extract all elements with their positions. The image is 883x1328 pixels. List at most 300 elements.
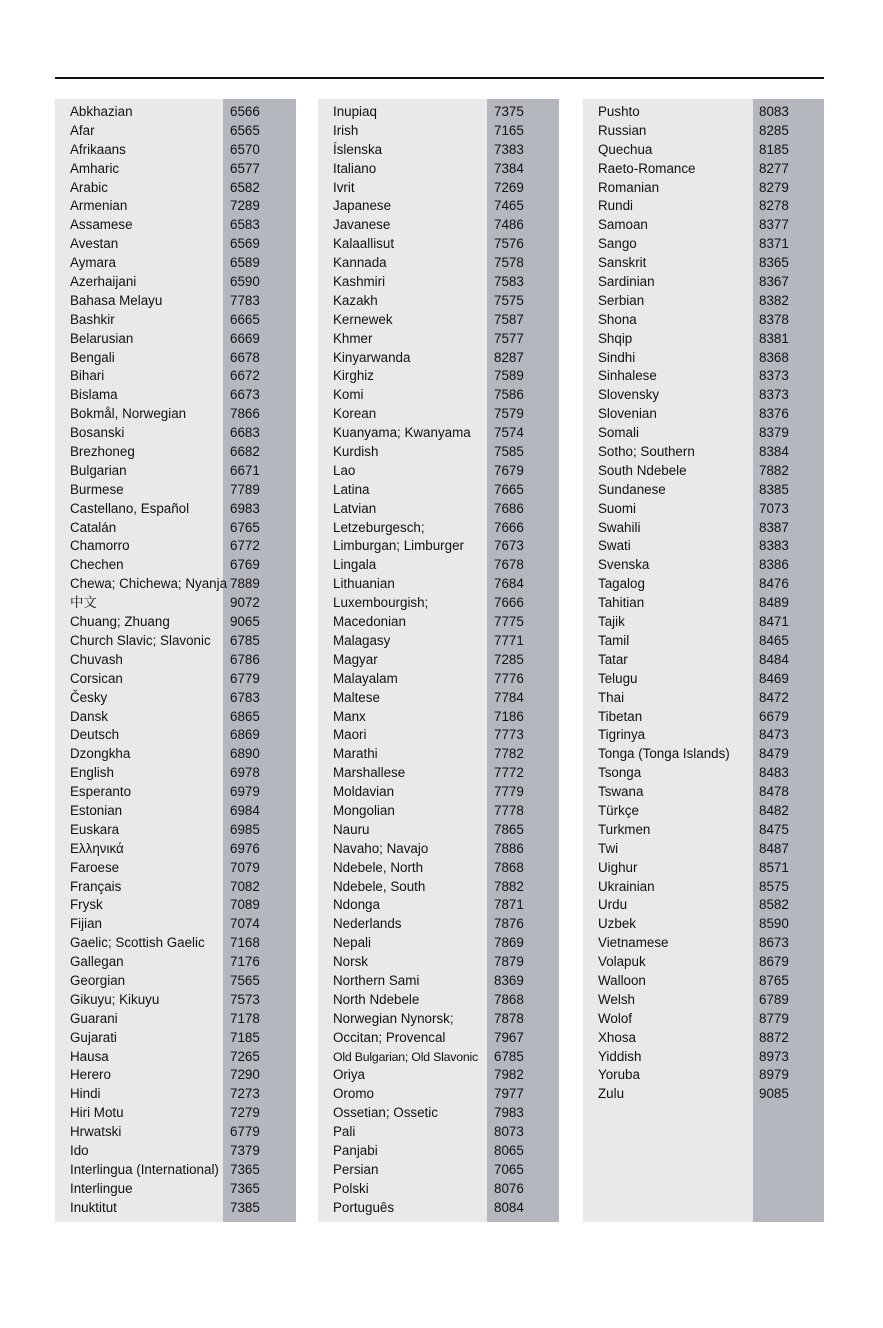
language-code: 7573: [230, 991, 260, 1007]
language-name: Chamorro: [70, 538, 130, 554]
language-code: 7789: [230, 481, 260, 497]
language-name: Assamese: [70, 217, 133, 233]
language-row: [318, 367, 559, 386]
language-code: 7666: [494, 519, 524, 535]
language-code: 7273: [230, 1086, 260, 1102]
language-code: 6890: [230, 746, 260, 762]
language-code: 6789: [759, 991, 789, 1007]
language-name: Estonian: [70, 802, 123, 818]
language-code: 8484: [759, 651, 789, 667]
language-row: [318, 594, 559, 613]
language-code: 7878: [494, 1010, 524, 1026]
language-row: [55, 216, 296, 235]
language-row: [318, 1010, 559, 1029]
language-name: Ndebele, South: [333, 878, 426, 894]
language-code: 6570: [230, 141, 260, 157]
language-row: [318, 972, 559, 991]
language-row: [318, 1048, 559, 1067]
language-row: [318, 613, 559, 632]
language-code: 6669: [230, 330, 260, 346]
language-code: 8373: [759, 368, 789, 384]
language-row: [583, 556, 824, 575]
language-name: Marshallese: [333, 765, 406, 781]
language-name: Sardinian: [598, 274, 655, 290]
language-name: Korean: [333, 406, 377, 422]
language-code: 8065: [494, 1142, 524, 1158]
language-name: Swati: [598, 538, 631, 554]
language-name: Pushto: [598, 104, 640, 119]
language-rows: [55, 103, 296, 1218]
language-code: 8279: [759, 179, 789, 195]
language-code-table-3: [583, 99, 824, 1222]
language-name: Javanese: [333, 217, 391, 233]
language-name: Castellano, Español: [70, 500, 190, 516]
language-code: 6671: [230, 462, 260, 478]
language-name: Italiano: [333, 160, 377, 176]
language-row: [583, 160, 824, 179]
language-row: [318, 179, 559, 198]
language-code: 7079: [230, 859, 260, 875]
language-row: [583, 349, 824, 368]
language-name: Bosanski: [70, 425, 125, 441]
language-code: 6566: [230, 104, 260, 119]
language-name: Dzongkha: [70, 746, 131, 762]
language-row: [55, 292, 296, 311]
language-code: 8377: [759, 217, 789, 233]
language-name: Ndonga: [333, 897, 380, 913]
language-name: Türkçe: [598, 802, 639, 818]
language-code: 8384: [759, 444, 789, 460]
language-name: Kannada: [333, 255, 387, 271]
language-code: 8779: [759, 1010, 789, 1026]
language-name: Kurdish: [333, 444, 379, 460]
language-name: Turkmen: [598, 821, 651, 837]
language-name: Russian: [598, 122, 647, 138]
language-code: 6976: [230, 840, 260, 856]
language-code: 8471: [759, 614, 789, 630]
language-name: Sango: [598, 236, 637, 252]
language-row: [583, 273, 824, 292]
language-code: 7784: [494, 689, 524, 705]
language-code: 7967: [494, 1029, 524, 1045]
language-code: 6869: [230, 727, 260, 743]
language-code: 7782: [494, 746, 524, 762]
language-row: [55, 311, 296, 330]
language-code: 7082: [230, 878, 260, 894]
language-name: North Ndebele: [333, 991, 420, 1007]
language-row: [55, 537, 296, 556]
language-code: 6569: [230, 236, 260, 252]
language-row: [583, 764, 824, 783]
language-row: [55, 1048, 296, 1067]
language-name: Zulu: [598, 1086, 625, 1102]
language-code: 6985: [230, 821, 260, 837]
language-name: Norwegian Nynorsk;: [333, 1010, 454, 1026]
language-row: [318, 122, 559, 141]
language-name: Bashkir: [70, 311, 115, 327]
language-code: 7775: [494, 614, 524, 630]
language-code: 6865: [230, 708, 260, 724]
language-row: [55, 349, 296, 368]
language-code: 8382: [759, 292, 789, 308]
language-row: [55, 462, 296, 481]
language-row: [318, 821, 559, 840]
language-name: Vietnamese: [598, 935, 669, 951]
language-code: 8590: [759, 916, 789, 932]
language-row: [318, 292, 559, 311]
language-name: Slovensky: [598, 387, 660, 403]
language-name: Ido: [70, 1142, 89, 1158]
language-code: 6765: [230, 519, 260, 535]
language-code: 8472: [759, 689, 789, 705]
language-row: [55, 1199, 296, 1218]
language-code: 7565: [230, 972, 260, 988]
language-code: 6978: [230, 765, 260, 781]
language-code: 8385: [759, 481, 789, 497]
language-code: 8478: [759, 784, 789, 800]
language-name: Faroese: [70, 859, 120, 875]
language-name: Somali: [598, 425, 639, 441]
language-name: Guarani: [70, 1010, 118, 1026]
language-name: Xhosa: [598, 1029, 636, 1045]
language-code: 7868: [494, 859, 524, 875]
language-row: [55, 802, 296, 821]
language-row: [318, 1104, 559, 1123]
language-row: [318, 764, 559, 783]
language-row: [318, 1029, 559, 1048]
language-row: [55, 1142, 296, 1161]
language-row: [583, 896, 824, 915]
language-code: 6565: [230, 122, 260, 138]
language-code: 7866: [230, 406, 260, 422]
language-row: [55, 575, 296, 594]
language-name: Chewa; Chichewa; Nyanja: [70, 576, 228, 592]
language-code: 7290: [230, 1067, 260, 1083]
language-name: Lithuanian: [333, 576, 395, 592]
language-name: Azerhaijani: [70, 274, 137, 290]
language-name: Nepali: [333, 935, 371, 951]
language-name: Lingala: [333, 557, 377, 573]
language-code: 7773: [494, 727, 524, 743]
language-name: Slovenian: [598, 406, 657, 422]
language-name: Macedonian: [333, 614, 406, 630]
top-rule: [55, 77, 824, 79]
language-code: 7176: [230, 954, 260, 970]
language-name: Malagasy: [333, 632, 391, 648]
language-code: 7065: [494, 1161, 524, 1177]
language-row: [318, 311, 559, 330]
language-name: Tajik: [598, 614, 625, 630]
language-row: [583, 481, 824, 500]
language-name: Panjabi: [333, 1142, 378, 1158]
language-row: [55, 405, 296, 424]
language-name: Kazakh: [333, 292, 378, 308]
language-name: Japanese: [333, 198, 392, 214]
language-name: Afrikaans: [70, 141, 126, 157]
language-name: Maori: [333, 727, 367, 743]
language-row: [318, 934, 559, 953]
language-name: Ukrainian: [598, 878, 655, 894]
language-row: [583, 594, 824, 613]
language-code: 7074: [230, 916, 260, 932]
language-name: Twi: [598, 840, 619, 856]
language-code: 6582: [230, 179, 260, 195]
language-name: Latvian: [333, 500, 377, 516]
language-row: [583, 915, 824, 934]
language-row: [583, 386, 824, 405]
language-code: 7586: [494, 387, 524, 403]
language-name: Français: [70, 878, 122, 894]
language-name: Kernewek: [333, 311, 393, 327]
language-code: 8582: [759, 897, 789, 913]
language-name: Tibetan: [598, 708, 643, 724]
language-row: [583, 953, 824, 972]
language-code: 7576: [494, 236, 524, 252]
language-code: 8387: [759, 519, 789, 535]
language-row: [318, 273, 559, 292]
language-row: [583, 292, 824, 311]
language-name: Chuang; Zhuang: [70, 614, 170, 630]
language-row: [583, 311, 824, 330]
language-code: 7679: [494, 462, 524, 478]
language-row: [318, 840, 559, 859]
language-code: 8287: [494, 349, 524, 365]
language-code: 8479: [759, 746, 789, 762]
language-name: Gikuyu; Kikuyu: [70, 991, 160, 1007]
language-row: [318, 783, 559, 802]
language-code: 6682: [230, 444, 260, 460]
language-code: 8575: [759, 878, 789, 894]
language-code: 7379: [230, 1142, 260, 1158]
language-code: 7575: [494, 292, 524, 308]
language-row: [55, 632, 296, 651]
language-name: Shqip: [598, 330, 633, 346]
language-row: [55, 670, 296, 689]
language-name: Bengali: [70, 349, 115, 365]
language-row: [55, 1029, 296, 1048]
language-row: [318, 349, 559, 368]
language-code: 7578: [494, 255, 524, 271]
language-code: 6673: [230, 387, 260, 403]
language-row: [583, 575, 824, 594]
language-row: [55, 1104, 296, 1123]
language-row: [55, 519, 296, 538]
language-name: Burmese: [70, 481, 124, 497]
language-row: [55, 953, 296, 972]
language-row: [55, 613, 296, 632]
language-row: [583, 745, 824, 764]
language-code: 6785: [494, 1048, 524, 1064]
language-code: 7678: [494, 557, 524, 573]
language-row: [55, 1010, 296, 1029]
language-row: [583, 802, 824, 821]
language-name: Gujarati: [70, 1029, 117, 1045]
language-name: Ivrit: [333, 179, 355, 195]
language-row: [583, 141, 824, 160]
language-code: 7882: [494, 878, 524, 894]
language-name: Kalaallisut: [333, 236, 395, 252]
language-name: Maltese: [333, 689, 380, 705]
language-code: 8278: [759, 198, 789, 214]
language-code: 7889: [230, 576, 260, 592]
language-code: 7886: [494, 840, 524, 856]
language-code: 7868: [494, 991, 524, 1007]
language-row: [318, 708, 559, 727]
language-code: 7178: [230, 1010, 260, 1026]
language-row: [55, 443, 296, 462]
language-name: Sindhi: [598, 349, 636, 365]
language-code-table-1: [55, 99, 296, 1222]
language-code: 6583: [230, 217, 260, 233]
language-row: [583, 670, 824, 689]
language-name: Church Slavic; Slavonic: [70, 632, 211, 648]
language-code: 9085: [759, 1086, 789, 1102]
language-name: Chuvash: [70, 651, 123, 667]
language-name: Interlingua (International): [70, 1161, 219, 1177]
language-code: 6678: [230, 349, 260, 365]
language-row: [55, 235, 296, 254]
language-code: 7783: [230, 292, 260, 308]
language-name: Persian: [333, 1161, 379, 1177]
language-name: Bokmål, Norwegian: [70, 406, 187, 422]
language-name: Tonga (Tonga Islands): [598, 746, 730, 762]
language-code: 7686: [494, 500, 524, 516]
language-row: [55, 840, 296, 859]
language-code: 8383: [759, 538, 789, 554]
language-code: 6590: [230, 274, 260, 290]
language-code: 6772: [230, 538, 260, 554]
language-name: Ndebele, North: [333, 859, 424, 875]
language-row: [318, 1123, 559, 1142]
language-name: Walloon: [598, 972, 646, 988]
language-code: 8084: [494, 1199, 524, 1215]
language-code: 8373: [759, 387, 789, 403]
language-name: Old Bulgarian; Old Slavonic: [333, 1049, 478, 1064]
language-code: 7165: [494, 122, 524, 138]
language-row: [55, 745, 296, 764]
language-row: [583, 103, 824, 122]
language-name: Deutsch: [70, 727, 120, 743]
language-name: South Ndebele: [598, 462, 687, 478]
language-row: [318, 1066, 559, 1085]
language-row: [583, 708, 824, 727]
language-row: [583, 1085, 824, 1104]
language-name: Occitan; Provencal: [333, 1029, 446, 1045]
language-code: 6589: [230, 255, 260, 271]
language-code: 7269: [494, 179, 524, 195]
language-row: [55, 1161, 296, 1180]
language-code: 7585: [494, 444, 524, 460]
language-code: 6683: [230, 425, 260, 441]
language-row: [583, 783, 824, 802]
language-code: 7982: [494, 1067, 524, 1083]
language-row: [318, 670, 559, 689]
language-row: [318, 103, 559, 122]
language-rows: [583, 103, 824, 1104]
language-row: [583, 424, 824, 443]
language-code: 6785: [230, 632, 260, 648]
language-name: Magyar: [333, 651, 378, 667]
language-code: 8473: [759, 727, 789, 743]
language-code: 7776: [494, 670, 524, 686]
language-name: Corsican: [70, 670, 123, 686]
language-row: [318, 575, 559, 594]
language-code: 9072: [230, 595, 260, 611]
language-code: 8185: [759, 141, 789, 157]
language-code: 7684: [494, 576, 524, 592]
language-row: [583, 689, 824, 708]
language-row: [583, 991, 824, 1010]
language-name: Lao: [333, 462, 356, 478]
language-name: Romanian: [598, 179, 660, 195]
language-row: [55, 1085, 296, 1104]
language-code: 7279: [230, 1105, 260, 1121]
language-name: Inuktitut: [70, 1199, 117, 1215]
language-rows: [318, 103, 559, 1218]
language-name: Herero: [70, 1067, 111, 1083]
language-name: Swahili: [598, 519, 641, 535]
language-name: Volapuk: [598, 954, 646, 970]
language-name: Raeto-Romance: [598, 160, 696, 176]
language-name: Íslenska: [333, 141, 383, 157]
language-code: 7666: [494, 595, 524, 611]
language-name: Bahasa Melayu: [70, 292, 163, 308]
language-code: 6779: [230, 670, 260, 686]
language-code: 8367: [759, 274, 789, 290]
language-name: Irish: [333, 122, 359, 138]
language-name: Inupiaq: [333, 104, 377, 119]
language-code: 8371: [759, 236, 789, 252]
language-code: 8872: [759, 1029, 789, 1045]
language-code: 7876: [494, 916, 524, 932]
language-row: [583, 651, 824, 670]
language-code: 6665: [230, 311, 260, 327]
language-row: [55, 934, 296, 953]
language-name: Tsonga: [598, 765, 642, 781]
language-name: Hausa: [70, 1048, 109, 1064]
language-row: [583, 462, 824, 481]
language-name: Abkhazian: [70, 104, 133, 119]
language-code: 7778: [494, 802, 524, 818]
language-name: Gaelic; Scottish Gaelic: [70, 935, 205, 951]
language-code: 7365: [230, 1180, 260, 1196]
language-name: Gallegan: [70, 954, 124, 970]
language-name: Esperanto: [70, 784, 132, 800]
language-name: Uighur: [598, 859, 638, 875]
language-row: [583, 443, 824, 462]
language-row: [55, 821, 296, 840]
language-code: 7772: [494, 765, 524, 781]
language-row: [583, 632, 824, 651]
language-name: Svenska: [598, 557, 650, 573]
language-row: [318, 632, 559, 651]
language-name: Bislama: [70, 387, 118, 403]
language-code: 8475: [759, 821, 789, 837]
language-name: Suomi: [598, 500, 636, 516]
language-code: 7089: [230, 897, 260, 913]
language-row: [583, 613, 824, 632]
language-row: [583, 500, 824, 519]
language-name: Mongolian: [333, 802, 395, 818]
language-row: [583, 235, 824, 254]
language-code: 8379: [759, 425, 789, 441]
language-name: Latina: [333, 481, 370, 497]
language-code: 8571: [759, 859, 789, 875]
language-code: 7465: [494, 198, 524, 214]
language-code: 7385: [230, 1199, 260, 1215]
language-code-table-2: [318, 99, 559, 1222]
language-name: Wolof: [598, 1010, 632, 1026]
